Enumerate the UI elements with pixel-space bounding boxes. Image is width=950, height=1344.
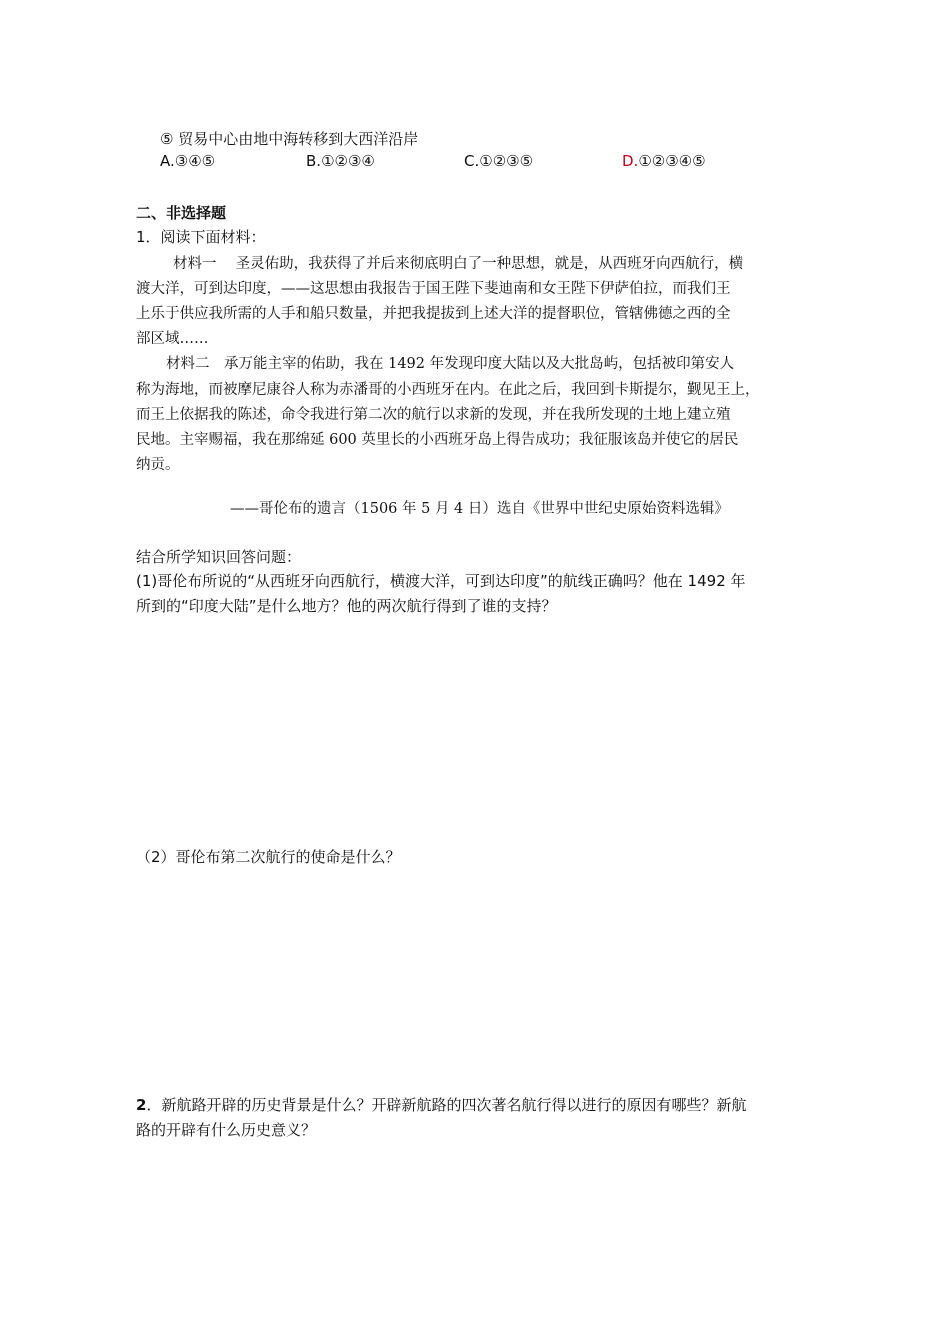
material-2-line-4: 民地。主宰赐福，我在那绵延 600 英里长的小西班牙岛上得告成功；我征服该岛并使它的居民 xyxy=(136,432,739,448)
q2-number: 2 xyxy=(136,1096,147,1114)
option-a xyxy=(160,152,215,170)
answer-prompt: 结合所学知识回答问题： xyxy=(136,548,302,566)
q2-line-1 xyxy=(136,1094,746,1115)
material-2-line-1: 材料二 承万能主宰的佑助，我在 1492 年发现印度大陆以及大批岛屿，包括被印第安人 xyxy=(166,356,735,372)
sub-question-1-line-1: (1)哥伦布所说的“从西班牙向西航行，横渡大洋，可到达印度”的航线正确吗？他在 1492 年 xyxy=(136,572,746,590)
option-b-text: ①②③④ xyxy=(321,152,375,170)
material-1-line-4: 部区域…… xyxy=(136,331,209,347)
material-2-line-5: 纳贡。 xyxy=(136,457,180,473)
q2-text: ．新航路开辟的历史背景是什么？开辟新航路的四次著名航行得以进行的原因有哪些？新航 xyxy=(146,1096,747,1114)
material-2-line-3: 而王上依据我的陈述，命令我进行第二次的航行以求新的发现，并在我所发现的土地上建立殖 xyxy=(136,407,731,423)
material-2-line-2: 称为海地，而被摩尼康谷人称为赤潘哥的小西班牙在内。在此之后，我回到卡斯提尔，觐见王上， xyxy=(136,382,760,398)
section-heading: 二、非选择题 xyxy=(136,204,227,222)
option-a-text: ③④⑤ xyxy=(174,152,216,170)
q2-line-2: 路的开辟有什么历史意义？ xyxy=(136,1121,317,1139)
sub-question-1-line-2: 所到的“印度大陆”是什么地方？他的两次航行得到了谁的支持？ xyxy=(136,597,557,615)
option-a-letter: A. xyxy=(160,152,175,170)
option-c-text: ①②③⑤ xyxy=(479,152,534,170)
option-d-letter: D. xyxy=(622,152,639,170)
material-1-line-2: 渡大洋，可到达印度，——这思想由我报告于国王陛下斐迪南和女王陛下伊萨伯拉，而我们王 xyxy=(136,281,731,297)
sub-question-2: （2）哥伦布第二次航行的使命是什么？ xyxy=(136,848,401,866)
option-d-text: ①②③④⑤ xyxy=(638,152,706,170)
option-d xyxy=(622,152,706,170)
q1-intro: 1．阅读下面材料： xyxy=(136,228,266,246)
option-c-letter: C. xyxy=(464,152,480,170)
source-citation: ——哥伦布的遗言（1506 年 5 月 4 日）选自《世界中世纪史原始资料选辑》 xyxy=(230,501,729,517)
option-b-letter: B. xyxy=(306,152,322,170)
material-1-line-3: 上乐于供应我所需的人手和船只数量，并把我提拔到上述大洋的提督职位，管辖佛德之西的全 xyxy=(136,306,731,322)
material-1-line-1: 材料一 圣灵佑助，我获得了并后来彻底明白了一种思想，就是，从西班牙向西航行，横 xyxy=(173,256,744,272)
option-b xyxy=(306,152,375,170)
option-item-5: ⑤ 贸易中心由地中海转移到大西洋沿岸 xyxy=(160,130,419,148)
option-c xyxy=(464,152,533,170)
